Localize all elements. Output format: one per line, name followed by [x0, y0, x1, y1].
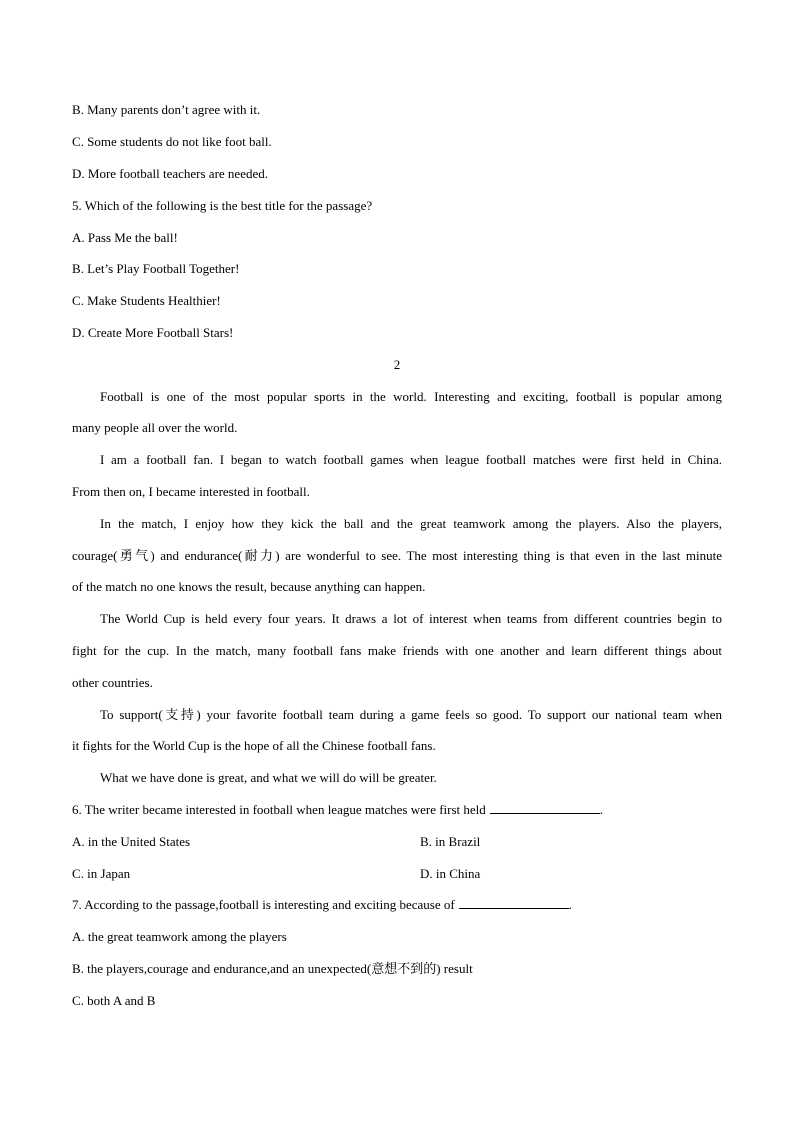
passage-p4-line2: fight for the cup. In the match, many football fans make friends with one another and learn different things about [72, 643, 722, 658]
q4-option-c: C. Some students do not like foot ball. [72, 134, 272, 149]
q5-option-a: A. Pass Me the ball! [72, 230, 178, 245]
q5-option-d: D. Create More Football Stars! [72, 325, 234, 340]
passage-p3-line2: courage(勇气) and endurance(耐力) are wonderful to see. The most interesting thing is that even in the last minute [72, 548, 722, 563]
passage-p4-line3: other countries. [72, 675, 153, 690]
q6-question-text: 6. The writer became interested in football when league matches were first held [72, 802, 486, 817]
q7-answer-blank [459, 897, 569, 909]
q5-option-c: C. Make Students Healthier! [72, 293, 221, 308]
q7-option-c: C. both A and B [72, 993, 156, 1008]
q6-options-row1 [72, 834, 722, 850]
q6-options-row2 [72, 866, 722, 882]
q5-option-b: B. Let’s Play Football Together! [72, 261, 240, 276]
q7-question [72, 897, 722, 913]
q6-option-a: A. in the United States [72, 834, 191, 849]
q5-question: 5. Which of the following is the best title for the passage? [72, 198, 373, 213]
passage-p5-line2: it fights for the World Cup is the hope of all the Chinese football fans. [72, 738, 436, 753]
q6-option-d: D. in China [420, 866, 481, 881]
q7-option-b: B. the players,courage and endurance,and an unexpected(意想不到的) result [72, 961, 473, 976]
section-number: 2 [393, 357, 401, 372]
q4-option-b: B. Many parents don’t agree with it. [72, 102, 261, 117]
passage-p2-line1: I am a football fan. I began to watch football games when league football matches were first held in China. [100, 452, 722, 467]
passage-p4-line1: The World Cup is held every four years. It draws a lot of interest when teams from different countries begin to [100, 611, 722, 626]
passage-p2-line2: From then on, I became interested in football. [72, 484, 310, 499]
q6-option-c: C. in Japan [72, 866, 131, 881]
q4-option-d: D. More football teachers are needed. [72, 166, 268, 181]
q6-question [72, 802, 722, 818]
passage-p3-line3: of the match no one knows the result, because anything can happen. [72, 579, 426, 594]
passage-p6-line1: What we have done is great, and what we will do will be greater. [100, 770, 437, 785]
passage-p5-line1: To support(支持) your favorite football team during a game feels so good. To support our national team when [100, 707, 722, 722]
q7-option-a: A. the great teamwork among the players [72, 929, 287, 944]
passage-p1-line1: Football is one of the most popular sports in the world. Interesting and exciting, football is popular among [100, 389, 722, 404]
passage-p3-line1: In the match, I enjoy how they kick the ball and the great teamwork among the players. Also the players, [100, 516, 722, 531]
q6-question-end: . [599, 802, 604, 817]
q6-answer-blank [490, 802, 600, 814]
q7-question-text: 7. According to the passage,football is interesting and exciting because of [72, 897, 455, 912]
q7-question-end: . [568, 897, 572, 912]
q6-option-b: B. in Brazil [420, 834, 481, 849]
passage-p1-line2: many people all over the world. [72, 420, 238, 435]
